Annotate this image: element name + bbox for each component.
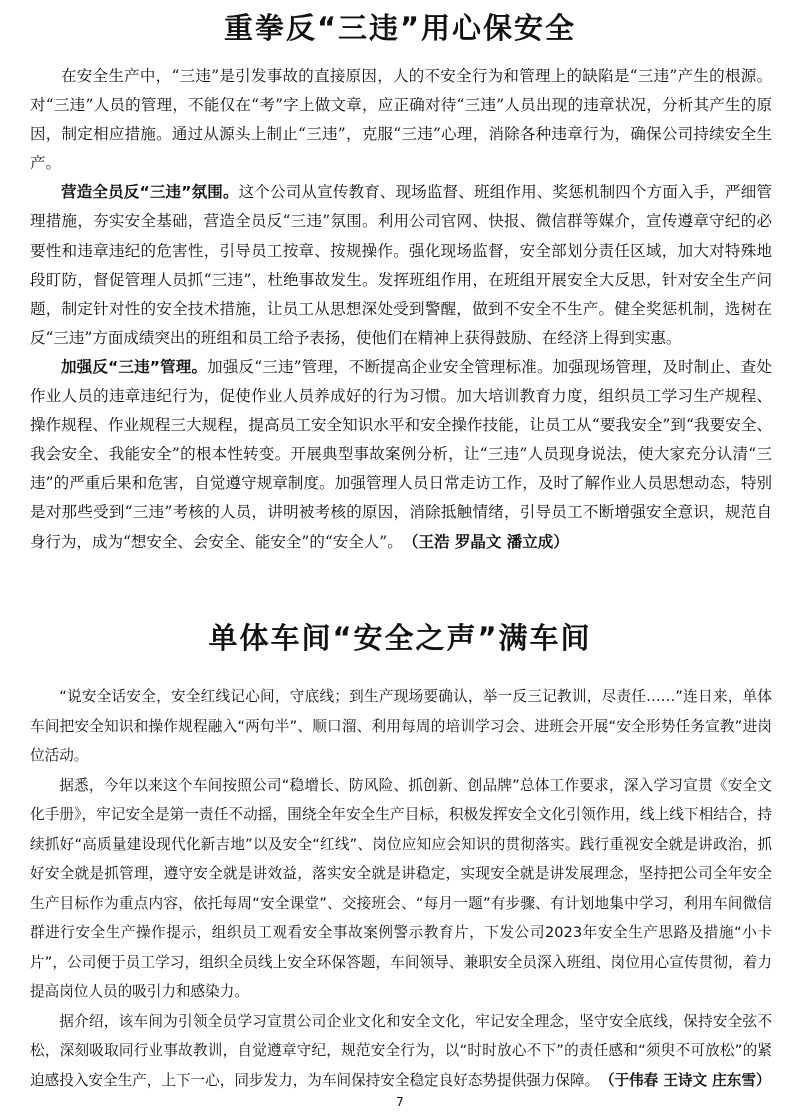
article2-paragraph-1: “说安全话安全，安全红线记心间，守底线；到生产现场要确认，举一反三记教训，尽责任……”连日来，单体车间把安全知识和操作规程融入“两句半”、顺口溜、利用每周的培训学习会、进班会开展“安全形势任务宣教”进岗位活动。	[30, 688, 772, 764]
article2-paragraph-2: 据悉，今年以来这个车间按照公司“稳增长、防风险、抓创新、创品牌”总体工作要求，深入学习宣贯《安全文化手册》，牢记安全是第一责任不动摇，围绕全年安全生产目标，积极发挥安全文化引领作用，线上线下相结合，持续抓好“高质量建设现代化新吉地”以及安全“红线”、岗位应知应会知识的贯彻落实。践行重视安全就是讲政治，抓好安全就是抓管理，遵守安全就是讲效益，落实安全就是讲稳定，实现安全就是讲发展理念，坚持把公司全年安全生产目标作为重点内容，依托每周“安全课堂”、交接班会、“每月一题”有步骤、有计划地集中学习，利用车间微信群进行安全生产操作提示，组织员工观看安全事故案例警示教育片，下发公司2023年安全生产思路及措施“小卡片”，公司便于员工学习，组织全员线上安全环保答题，车间领导、兼职安全员深入班组、岗位用心宣传贯彻，着力提高岗位人员的吸引力和感染力。	[30, 776, 772, 1000]
article1-body	[30, 62, 772, 557]
article2-authors: （于伟春 王诗文 庄东雪）	[607, 1071, 771, 1089]
article2-title: 单体车间“安全之声”满车间	[208, 621, 592, 655]
article2-paragraph-3-text: 据介绍，该车间为引领全员学习宣贯公司企业文化和安全文化，牢记安全理念，坚守安全底线，保持安全弦不松，深刻吸取同行业事故教训，自觉遵章守纪，规范安全行为，以“时时放心不下”的责任感和“须臾不可放松”的紧迫感投入安全生产，上下一心，同步发力，为车间保持安全稳定良好态势提供强力保障。	[30, 1012, 772, 1089]
article1-paragraph-3-text: 加强反“三违”管理，不断提高企业安全管理标准。加强现场管理，及时制止、查处作业人员的违章违纪行为，促使作业人员养成好的行为习惯。加大培训教育力度，组织员工学习生产规程、操作规程、作业规程三大规程，提高员工安全知识水平和安全操作技能，让员工从“要我安全”到“我要安全、我会安全、我能安全”的根本性转变。开展典型事故案例分析，让“三违”人员现身说法，使大家充分认清“三违”的严重后果和危害，自觉遵守规章制度。加强管理人员日常走访工作，及时了解作业人员思想动态，特别是对那些受到“三违”考核的人员，讲明被考核的原因，消除抵触情绪，引导员工不断增强安全意识，规范自身行为，成为“想安全、会安全、能安全”的“安全人”。	[30, 357, 772, 551]
article2-body	[30, 682, 772, 1095]
article1-paragraph-2-lead: 营造全员反“三违”氛围。	[61, 183, 239, 202]
article1-paragraph-1: 在安全生产中，“三违”是引发事故的直接原因，人的不安全行为和管理上的缺陷是“三违”产生的根源。对“三违”人员的管理，不能仅在“考”字上做文章，应正确对待“三违”人员出现的违章状况，分析其产生的原因，制定相应措施。通过从源头上制止“三违”，克服“三违”心理，消除各种违章行为，确保公司持续安全生产。	[30, 67, 772, 173]
article1-paragraph-2-text: 这个公司从宣传教育、现场监督、班组作用、奖惩机制四个方面入手，严细管理措施，夯实安全基础，营造全员反“三违”氛围。利用公司官网、快报、微信群等媒介，宣传遵章守纪的必要性和违章违纪的危害性，引导员工按章、按规操作。强化现场监督，安全部划分责任区域，加大对特殊地段盯防，督促管理人员抓“三违”，杜绝事故发生。发挥班组作用，在班组开展安全大反思，针对安全生产问题，制定针对性的安全技术措施，让员工从思想深处受到警醒，做到不安全不生产。健全奖惩机制，选树在反“三违”方面成绩突出的班组和员工给予表扬，使他们在精神上获得鼓励、在经济上得到实惠。	[30, 183, 772, 347]
article1-paragraph-3	[30, 353, 772, 557]
page-number: 7	[396, 1095, 404, 1109]
article1-paragraph-2	[30, 178, 772, 353]
article1-paragraph-3-lead: 加强反“三违”管理。	[61, 357, 208, 376]
article1-title: 重拳反“三违”用心保安全	[223, 11, 577, 45]
article1-authors: （王浩 罗晶文 潘立成）	[410, 532, 569, 551]
article2-paragraph-3	[30, 1007, 772, 1096]
